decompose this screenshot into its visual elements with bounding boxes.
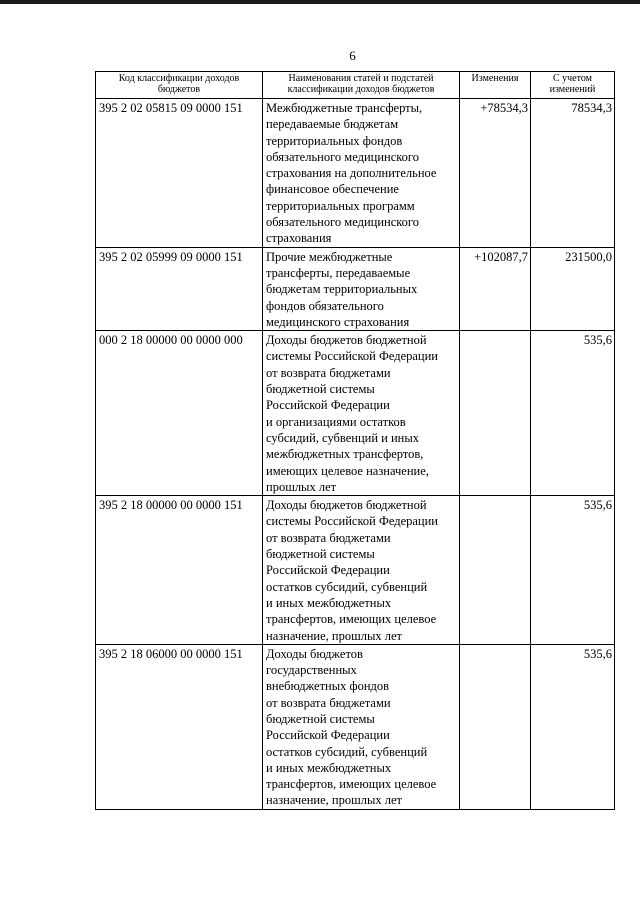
cell-name-line: Российской Федерации [266,728,390,743]
cell-name-line: остатков субсидий, субвенций [266,744,428,759]
cell-name-line: назначение, прошлых лет [266,628,402,643]
cell-total: 535,6 [531,331,615,496]
cell-total: 535,6 [531,496,615,645]
cell-change [460,496,531,645]
cell-name-line: обязательного медицинского [266,149,420,164]
cell-code: 000 2 18 00000 00 0000 000 [96,331,263,496]
cell-change: +102087,7 [460,247,531,330]
cell-change [460,331,531,496]
cell-name-line: Доходы бюджетов бюджетной [266,333,427,348]
header-name: Наименования статей и подстатей классификации доходов бюджетов [263,72,460,99]
cell-name-line: прошлых лет [266,479,337,494]
cell-name-line: финансовое обеспечение [266,182,399,197]
cell-change: +78534,3 [460,99,531,248]
cell-code: 395 2 18 00000 00 0000 151 [96,496,263,645]
cell-name-line: бюджетной системы [266,382,375,397]
header-change: Изменения [460,72,531,99]
cell-name-line: трансфертов, имеющих целевое [266,612,437,627]
cell-name-line: фондов обязательного [266,298,384,313]
budget-income-table [95,71,615,810]
cell-name-line: передаваемые бюджетам [266,117,399,132]
cell-name-line: от возврата бюджетами [266,365,391,380]
cell-name-line: бюджетам территориальных [266,282,418,297]
cell-name-line: Прочие межбюджетные [266,249,393,264]
cell-name-line: страхования на дополнительное [266,166,437,181]
cell-name-line: Российской Федерации [266,398,390,413]
cell-name-line: государственных [266,663,357,678]
cell-name-line: страхования [266,231,332,246]
table-row [96,247,615,330]
cell-total: 231500,0 [531,247,615,330]
table-row [96,99,615,248]
cell-change [460,644,531,809]
cell-name [263,496,460,645]
cell-name [263,99,460,248]
cell-name-line: имеющих целевое назначение, [266,463,429,478]
cell-code: 395 2 02 05815 09 0000 151 [96,99,263,248]
cell-name-line: Доходы бюджетов [266,646,363,661]
cell-name [263,644,460,809]
cell-name-line: назначение, прошлых лет [266,793,402,808]
cell-name-line: от возврата бюджетами [266,530,391,545]
cell-name-line: бюджетной системы [266,711,375,726]
cell-name-line: трансферты, передаваемые [266,265,411,280]
table-row [96,496,615,645]
cell-name-line: бюджетной системы [266,547,375,562]
table-header-row [96,72,615,99]
table-row [96,644,615,809]
cell-name [263,247,460,330]
cell-name-line: системы Российской Федерации [266,349,438,364]
cell-name-line: Доходы бюджетов бюджетной [266,498,427,513]
page-number: 6 [349,48,356,63]
cell-name-line: Российской Федерации [266,563,390,578]
cell-name-line: и иных межбюджетных [266,760,392,775]
cell-name-line: обязательного медицинского [266,215,420,230]
cell-name-line: системы Российской Федерации [266,514,438,529]
cell-code: 395 2 02 05999 09 0000 151 [96,247,263,330]
cell-total: 78534,3 [531,99,615,248]
cell-name-line: внебюджетных фондов [266,679,390,694]
cell-name-line: Межбюджетные трансферты, [266,101,423,115]
cell-name-line: межбюджетных трансфертов, [266,447,424,462]
cell-name-line: остатков субсидий, субвенций [266,579,428,594]
cell-total: 535,6 [531,644,615,809]
header-total: С учетом изменений [531,72,615,99]
table-row [96,331,615,496]
cell-name-line: и организациями остатков [266,414,406,429]
cell-name-line: от возврата бюджетами [266,695,391,710]
cell-name-line: медицинского страхования [266,314,410,329]
cell-code: 395 2 18 06000 00 0000 151 [96,644,263,809]
cell-name [263,331,460,496]
header-code: Код классификации доходов бюджетов [96,72,263,99]
cell-name-line: субсидий, субвенций и иных [266,430,419,445]
cell-name-line: и иных межбюджетных [266,595,392,610]
cell-name-line: территориальных программ [266,198,415,213]
top-border-rule [0,0,640,4]
cell-name-line: территориальных фондов [266,133,403,148]
cell-name-line: трансфертов, имеющих целевое [266,777,437,792]
